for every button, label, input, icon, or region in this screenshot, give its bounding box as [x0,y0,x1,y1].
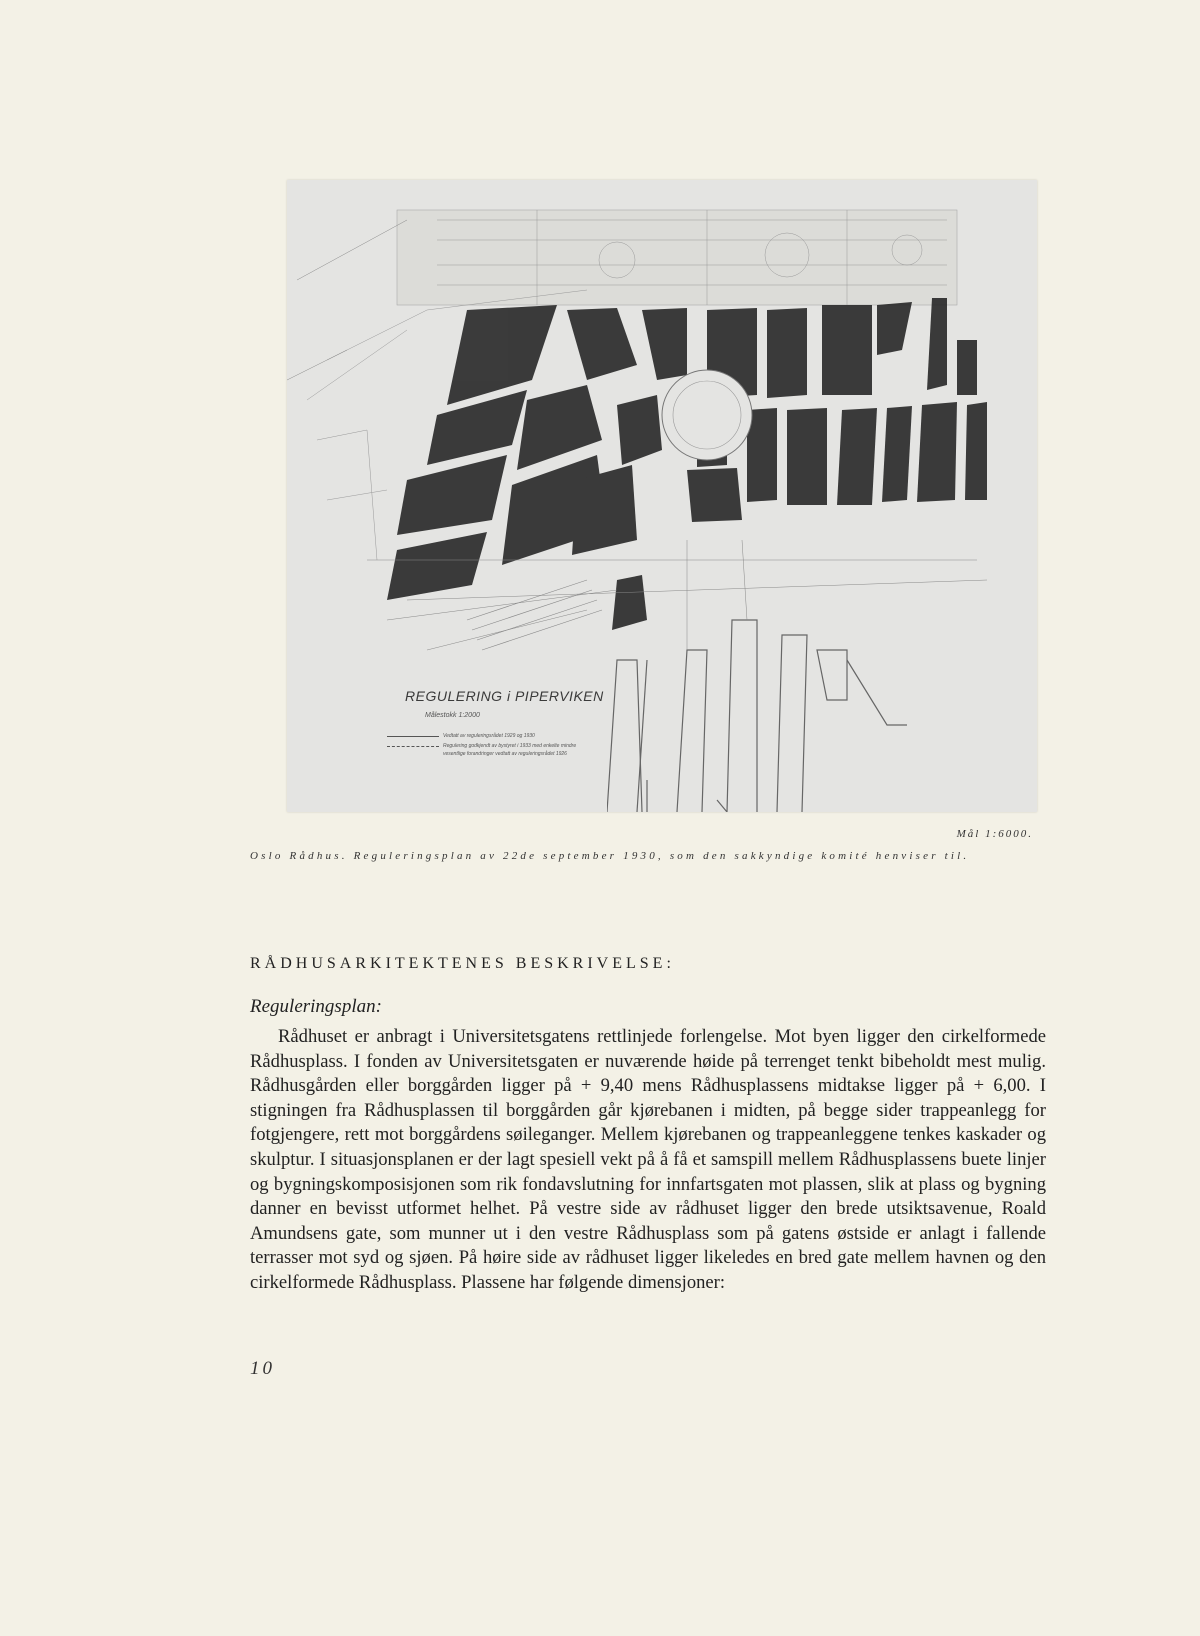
map-title: REGULERING i PIPERVIKEN [405,688,604,704]
map-legend [387,732,597,760]
map-drawing [287,180,1037,812]
body-paragraph: Rådhuset er anbragt i Universitetsgatens rettlinjede forlengelse. Mot byen ligger den cirkelformede Rådhusplass. I fonden av Universitetsgaten er nuværende høide på terrenget tenkt bibeholdt mest mulig. Rådhusgården eller borggården ligger på + 9,40 mens Rådhusplassens midtakse ligger på + 6,00. I stigningen fra Rådhusplassen til borggården går kjørebanen i midten, på begge sider trappeanlegg for fotgjengere, rett mot borggårdens søileganger. Mellem kjørebanen og trappeanleggene tenkes kaskader og skulptur. I situasjonsplanen er der lagt spesiell vekt på å få et samspill mellem Rådhusplassens buete linjer og bygningskomposisjonen som rik fondavslutning for innfartsgaten mot plassen, slik at plass og bygning danner en bevisst utformet helhet. På vestre side av rådhuset ligger den brede utsiktsavenue, Roald Amundsens gate, som munner ut i den vestre Rådhusplass som på gatens østside er anlagt i fallende terrasser mot syd og sjøen. På høire side av rådhuset ligger likeledes en bred gate mellem havnen og den cirkelformede Rådhusplass. Plassene har følgende dimensjoner: [250,1026,1046,1293]
figure-caption: Oslo Rådhus. Reguleringsplan av 22de september 1930, som den sakkyndige komité henviser til. [250,850,970,862]
section-subheading: Reguleringsplan: [250,996,382,1017]
legend-text: Vedtatt av reguleringsrådet 1929 og 1930 [443,733,535,739]
body-text [250,1025,1046,1296]
legend-solid-line [387,736,439,737]
page-number: 10 [250,1358,275,1379]
legend-dashed-line [387,746,439,747]
legend-text: Regulering godkjendt av bystyret i 1933 med enkelte mindre vesentlige forandringer vedtatt av reguleringsrådet 1926 [443,743,577,757]
legend-item [387,732,597,740]
section-heading: RÅDHUSARKITEKTENES BESKRIVELSE: [250,955,675,972]
map-scale-label: Målestokk 1:2000 [425,712,480,719]
legend-item [387,742,597,758]
scale-note: Mål 1:6000. [956,828,1033,840]
regulation-plan-map [287,180,1037,812]
